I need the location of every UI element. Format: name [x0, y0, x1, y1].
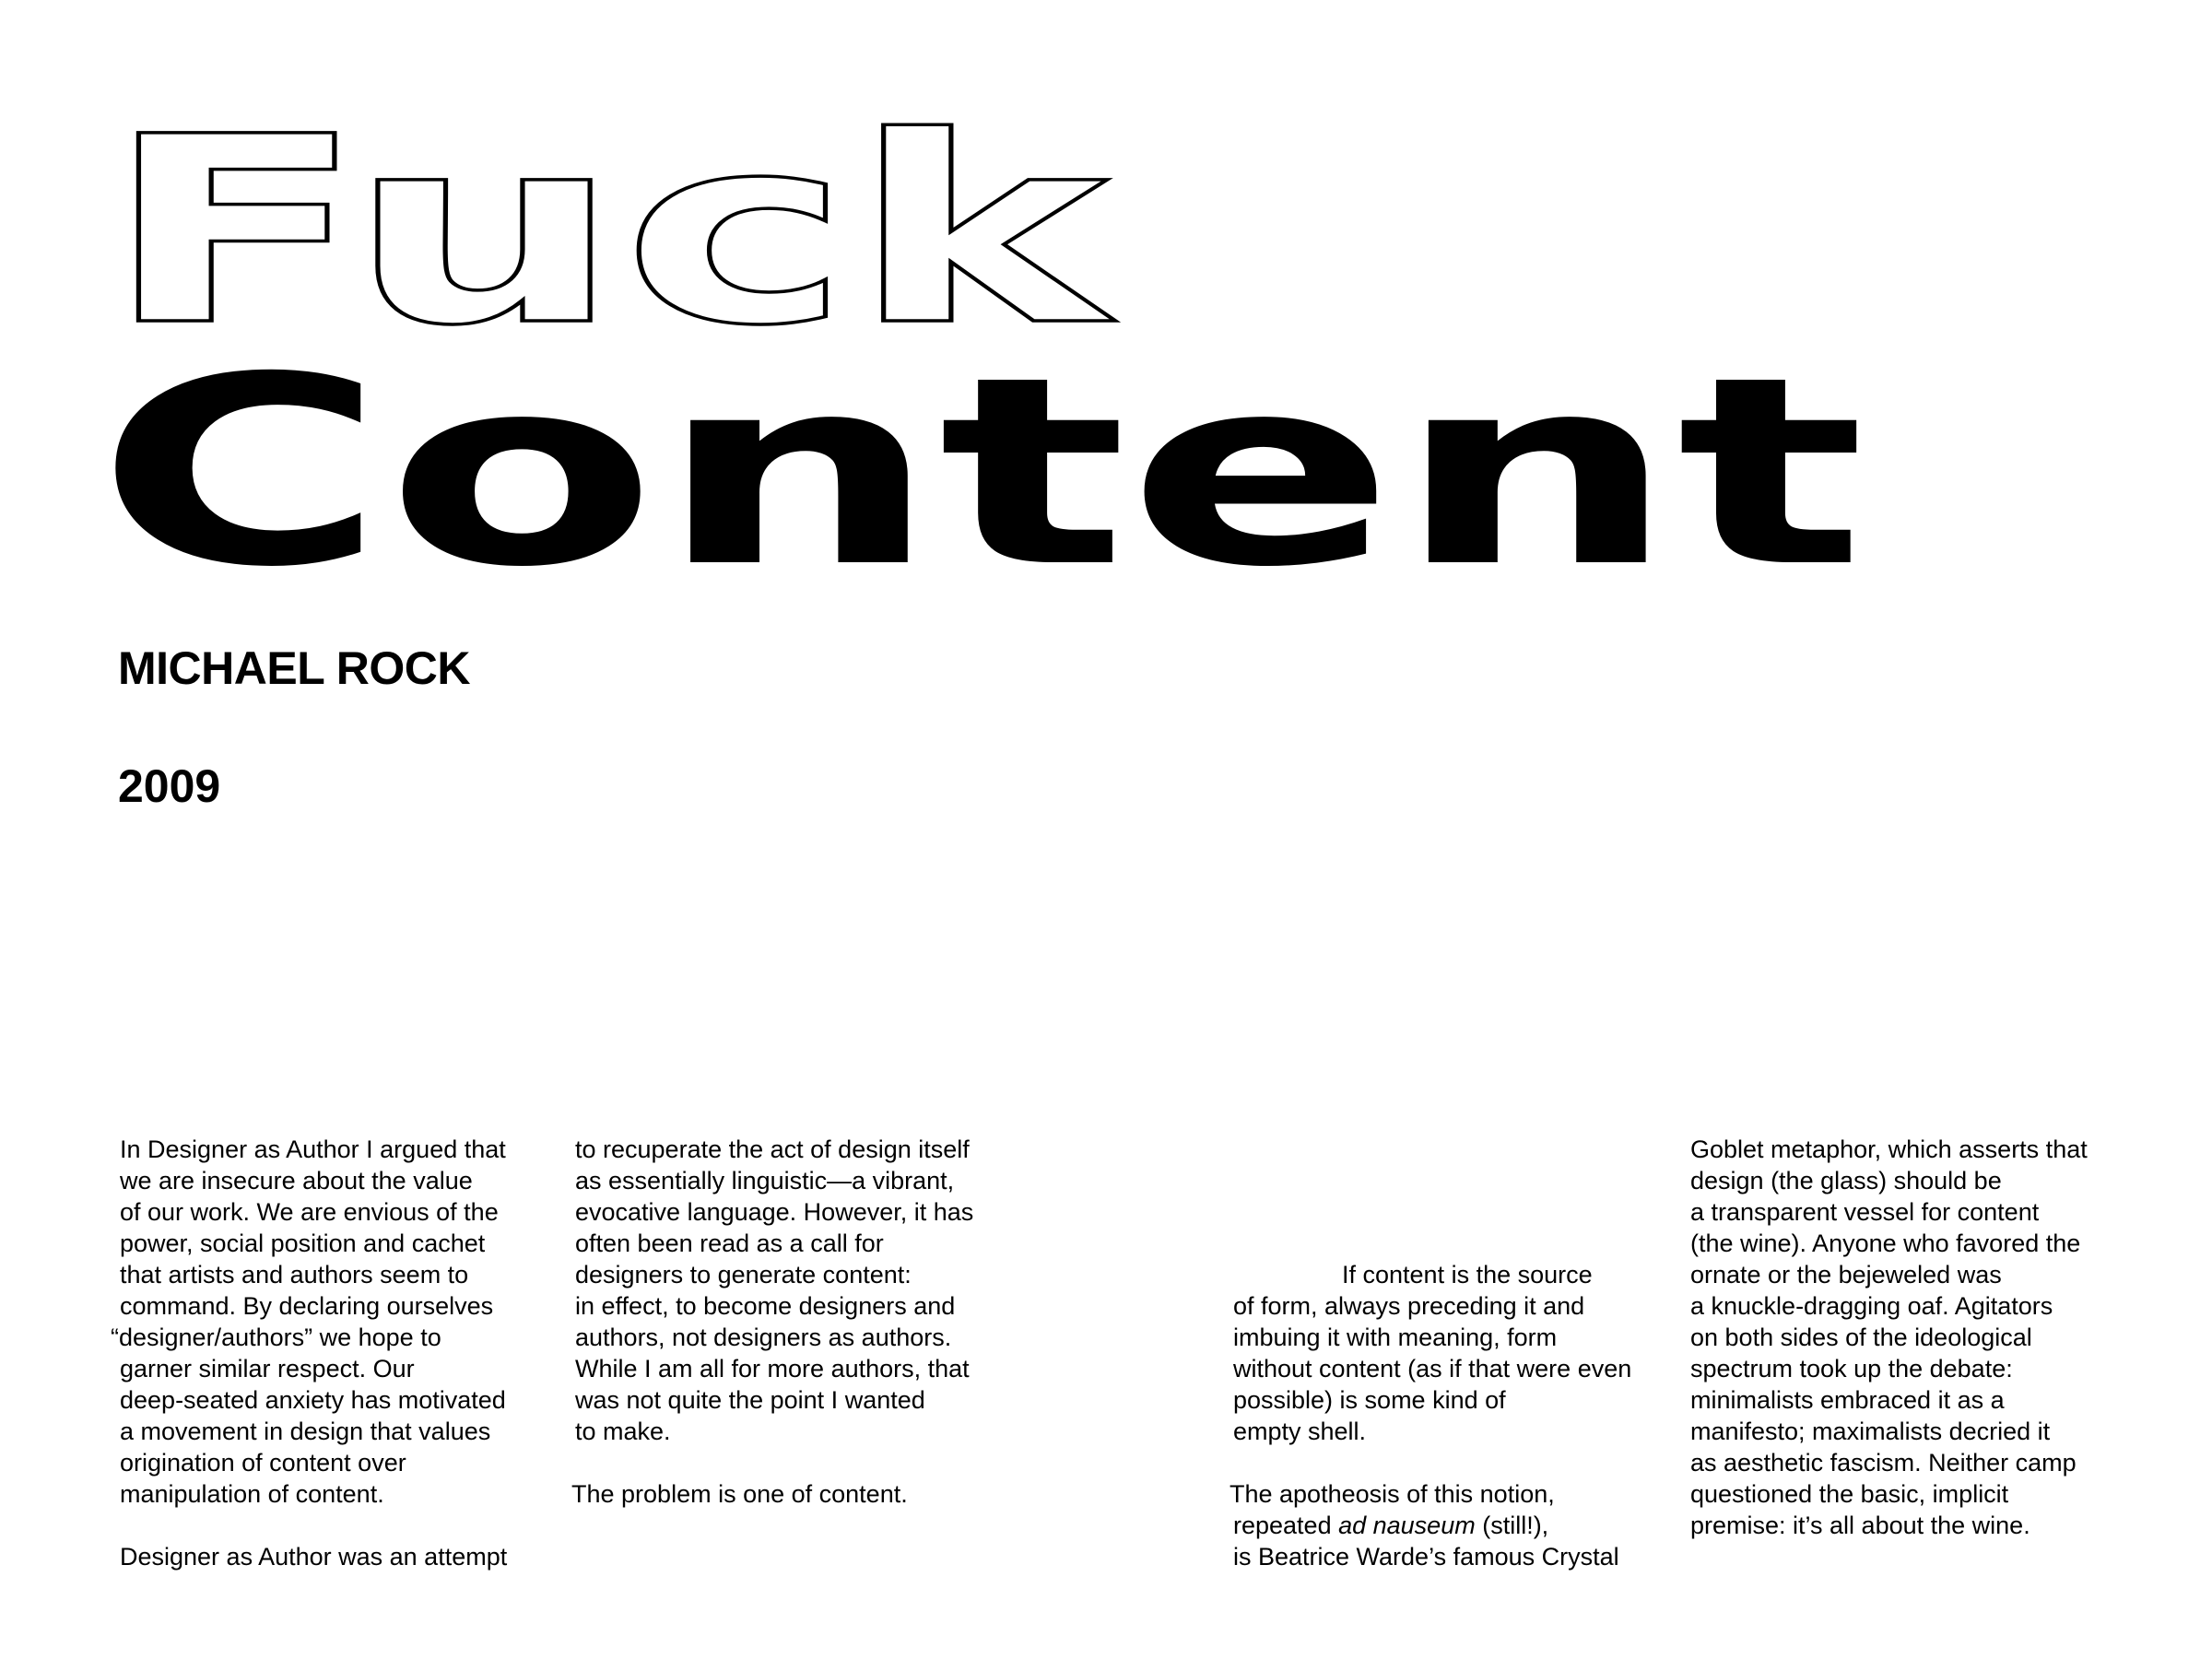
body-line: power, social position and cachet: [120, 1230, 486, 1257]
body-text: (still!),: [1475, 1512, 1549, 1539]
body-line: we are insecure about the value: [120, 1167, 473, 1194]
body-line: Goblet metaphor, which asserts that: [1690, 1135, 2088, 1163]
body-line: spectrum took up the debate:: [1690, 1355, 2013, 1382]
body-line: designers to generate content:: [575, 1261, 912, 1288]
body-line: If content is the source: [1342, 1261, 1593, 1288]
body-column-4: [1690, 1134, 2088, 1541]
body-line: without content (as if that were even: [1233, 1355, 1632, 1382]
body-line: command. By declaring ourselves: [120, 1292, 494, 1320]
body-line: design (the glass) should be: [1690, 1167, 2002, 1194]
headline-line-2: Content: [96, 321, 1865, 590]
italic-phrase: ad nauseum: [1338, 1512, 1476, 1539]
body-line: evocative language. However, it has: [575, 1198, 974, 1226]
body-line: of form, always preceding it and: [1233, 1292, 1585, 1320]
body-line: as aesthetic fascism. Neither camp: [1690, 1449, 2077, 1477]
body-line: was not quite the point I wanted: [575, 1386, 925, 1414]
headline: [0, 0, 2212, 590]
body-line: manipulation of content.: [120, 1480, 384, 1508]
body-line: “designer/authors” we hope to: [111, 1324, 441, 1351]
body-line: questioned the basic, implicit: [1690, 1480, 2009, 1508]
body-line: garner similar respect. Our: [120, 1355, 415, 1382]
body-line: The problem is one of content.: [571, 1480, 908, 1508]
body-line: (the wine). Anyone who favored the: [1690, 1230, 2081, 1257]
body-line: to recuperate the act of design itself: [575, 1135, 970, 1163]
paragraph-gap: [1233, 1447, 1631, 1478]
paragraph-gap: [120, 1510, 507, 1541]
body-line: a movement in design that values: [120, 1418, 491, 1445]
publication-year: 2009: [118, 760, 221, 812]
body-line: While I am all for more authors, that: [575, 1355, 970, 1382]
body-line: minimalists embraced it as a: [1690, 1386, 2005, 1414]
body-column-3: [1230, 1259, 1632, 1572]
body-line: often been read as a call for: [575, 1230, 884, 1257]
body-line: empty shell.: [1233, 1418, 1367, 1445]
body-column-2: [571, 1134, 974, 1510]
body-line: imbuing it with meaning, form: [1233, 1324, 1558, 1351]
body-line: deep-seated anxiety has motivated: [120, 1386, 506, 1414]
body-line: Designer as Author was an attempt: [120, 1543, 508, 1571]
body-line: as essentially linguistic—a vibrant,: [575, 1167, 955, 1194]
body-line: premise: it’s all about the wine.: [1690, 1512, 2030, 1539]
body-line: ornate or the bejeweled was: [1690, 1261, 2002, 1288]
body-line: possible) is some kind of: [1233, 1386, 1506, 1414]
author-name: MICHAEL ROCK: [118, 642, 470, 694]
body-line: that artists and authors seem to: [120, 1261, 469, 1288]
body-line: to make.: [575, 1418, 671, 1445]
body-line: of our work. We are envious of the: [120, 1198, 499, 1226]
paragraph-gap: [575, 1447, 973, 1478]
body-line: manifesto; maximalists decried it: [1690, 1418, 2051, 1445]
body-column-1: [111, 1134, 508, 1572]
body-line: authors, not designers as authors.: [575, 1324, 952, 1351]
body-line: [1233, 1510, 1631, 1541]
body-text: repeated: [1233, 1512, 1339, 1539]
body-line: a transparent vessel for content: [1690, 1198, 2040, 1226]
body-line: origination of content over: [120, 1449, 406, 1477]
body-line: The apotheosis of this notion,: [1230, 1480, 1555, 1508]
headline-line-1: Fuck: [103, 82, 1117, 382]
body-line: a knuckle-dragging oaf. Agitators: [1690, 1292, 2053, 1320]
body-line: in effect, to become designers and: [575, 1292, 956, 1320]
body-line: In Designer as Author I argued that: [120, 1135, 506, 1163]
body-line: is Beatrice Warde’s famous Crystal: [1233, 1543, 1619, 1571]
body-line: on both sides of the ideological: [1690, 1324, 2032, 1351]
